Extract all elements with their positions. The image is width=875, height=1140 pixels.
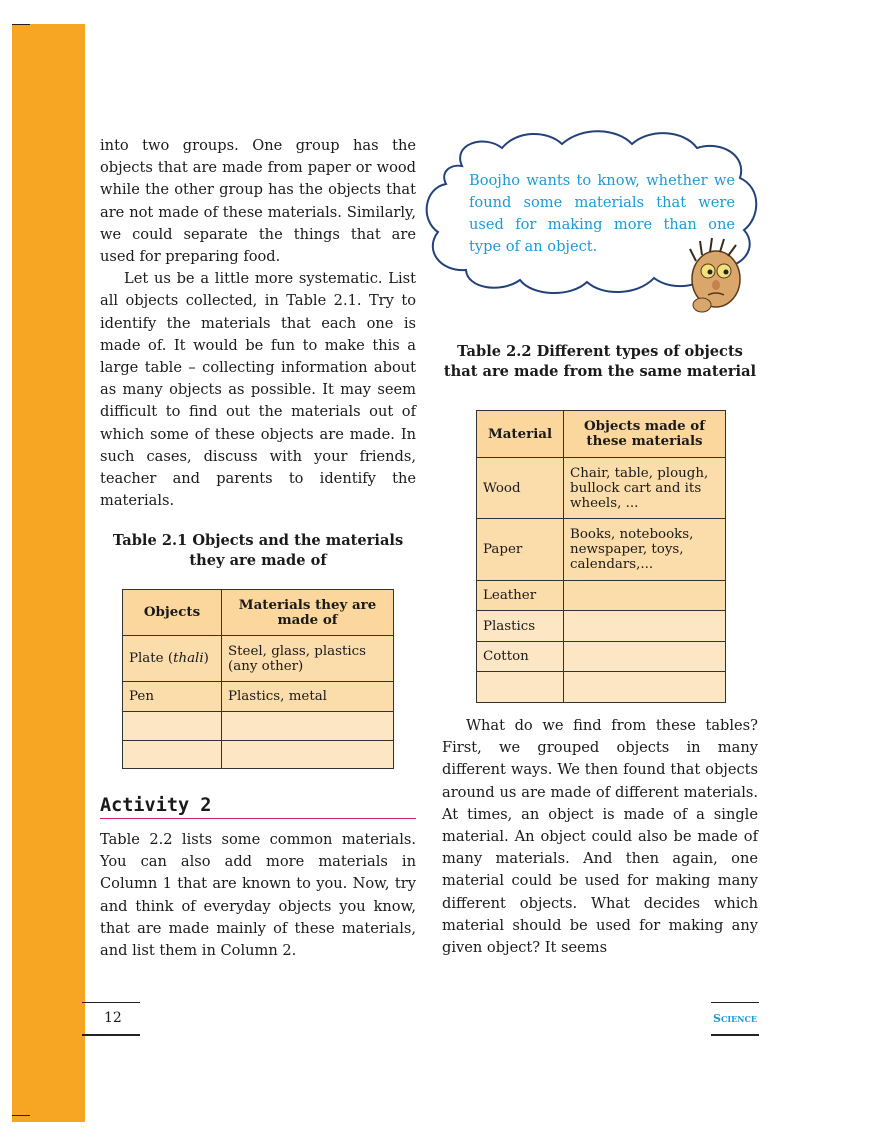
table-cell-material: Cotton — [477, 642, 564, 672]
table-row — [123, 636, 394, 682]
table-cell-material: Leather — [477, 581, 564, 611]
boojho-character-illustration — [686, 235, 746, 317]
table-cell-materials: Steel, glass, plastics (any other) — [222, 636, 394, 682]
table-2-2-caption: Table 2.2 Different types of objects that are made from the same material — [443, 343, 757, 380]
table-row — [123, 712, 394, 741]
activity-text: Table 2.2 lists some common materials. You can also add more materials in Column 1 that are known to you. Now, try and think of everyday objects you know, that are made mainly of these materials, and list them in Column 2. — [100, 831, 416, 960]
left-paragraph-2: Let us be a little more systematic. List all objects collected, in Table 2.1. Try to identify the materials that each one is made of. It would be fun to make this a large table – collecting information about as many objects as possible. It may seem difficult to find out the materials out of which some of these objects are made. In such cases, discuss with your friends, teacher and parents to identify the materials. — [100, 270, 416, 510]
table-cell-materials — [222, 741, 394, 769]
table-row — [123, 682, 394, 712]
table-cell-object — [123, 712, 222, 741]
table-row — [477, 611, 726, 642]
orange-sidebar — [12, 24, 85, 1122]
table-2-2-header-material: Material — [477, 411, 564, 458]
table-row — [477, 672, 726, 703]
page-number: 12 — [104, 1010, 122, 1026]
table-cell-materials: Plastics, metal — [222, 682, 394, 712]
table-cell-object: Pen — [123, 682, 222, 712]
table-2-1-caption: Table 2.1 Objects and the materials they are made of — [112, 532, 404, 569]
table-2-2-header-objects: Objects made of these materials — [564, 411, 726, 458]
table-cell-object: Plate (thali) — [123, 636, 222, 682]
table-row — [123, 741, 394, 769]
table-2-1-header-objects: Objects — [123, 590, 222, 636]
table-2-2 — [476, 410, 726, 703]
table-cell-objects — [564, 672, 726, 703]
table-2-1 — [122, 589, 394, 769]
cloud-text: Boojho wants to know, whether we found some materials that were used for making more than one type of an object. — [469, 172, 735, 255]
table-cell-materials — [222, 712, 394, 741]
table-cell-objects — [564, 581, 726, 611]
left-paragraph-1: into two groups. One group has the objects that are made from paper or wood while the other group has the objects that are not made of these materials. Similarly, we could separate the things that are used for preparing food. — [100, 137, 416, 266]
left-column — [100, 135, 416, 512]
table-cell-object — [123, 741, 222, 769]
table-cell-material: Wood — [477, 458, 564, 519]
page-number-box — [82, 1002, 140, 1036]
table-cell-objects: Books, notebooks, newspaper, toys, calendars,... — [564, 519, 726, 581]
table-cell-material: Paper — [477, 519, 564, 581]
table-2-1-header-materials: Materials they are made of — [222, 590, 394, 636]
crop-mark-bottom — [12, 1115, 30, 1116]
table-row — [477, 642, 726, 672]
table-cell-objects — [564, 642, 726, 672]
table-cell-objects: Chair, table, plough, bullock cart and its wheels, ... — [564, 458, 726, 519]
table-row — [477, 519, 726, 581]
table-row — [477, 458, 726, 519]
table-cell-objects — [564, 611, 726, 642]
table-row — [477, 581, 726, 611]
subject-label: Science — [711, 1002, 759, 1036]
crop-mark-top — [12, 24, 30, 25]
table-cell-material — [477, 672, 564, 703]
activity-heading: Activity 2 — [100, 795, 416, 819]
table-cell-material: Plastics — [477, 611, 564, 642]
right-paragraph: What do we find from these tables? First, we grouped objects in many different ways. We then found that objects around us are made of different materials. At times, an object is made of a single material. An object could also be made of many materials. And then again, one material could be used for making many different objects. What decides which material should be used for making any given object? It seems — [442, 717, 758, 957]
